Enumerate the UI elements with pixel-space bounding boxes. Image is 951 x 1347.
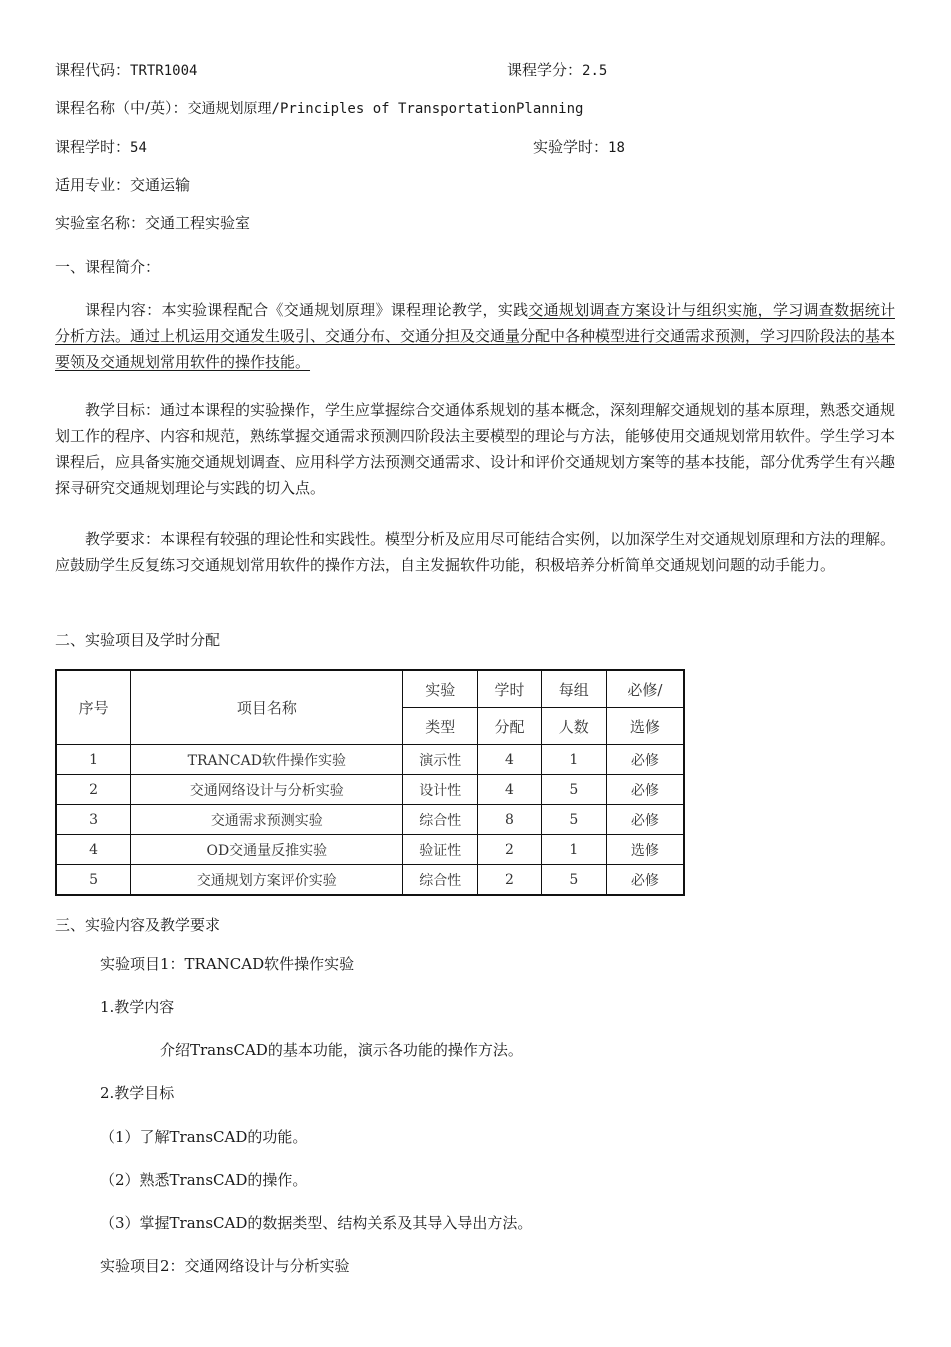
header-req-bottom: 选修 <box>606 708 684 745</box>
cell-req: 必修 <box>606 775 684 805</box>
course-hours-line <box>55 137 147 158</box>
teaching-goal-heading: 2.教学目标 <box>100 1084 175 1102</box>
cell-no: 4 <box>56 835 131 865</box>
lab-hours-line <box>533 137 625 158</box>
header-name: 项目名称 <box>131 670 403 745</box>
section2-title: 二、实验项目及学时分配 <box>55 631 221 649</box>
course-name-line <box>55 98 583 119</box>
goal-item: （3）掌握TransCAD的数据类型、结构关系及其导入导出方法。 <box>100 1214 533 1232</box>
section1-title: 一、课程简介： <box>55 258 161 276</box>
lab-name-line <box>55 213 250 233</box>
table-header-row <box>56 670 684 708</box>
teaching-goal-paragraph: 教学目标：通过本课程的实验操作，学生应掌握综合交通体系规划的基本概念，深刻理解交通规划的基本原理，熟悉交通规划工作的程序、内容和规范，熟练掌握交通需求预测四阶段法主要模型的理论与方法，能够使用交通规划常用软件。学生学习本课程后，应具备实施交通规划调查、应用科学方法预测交通需求、设计和评价交通规划方案等的基本技能，部分优秀学生有兴趣探寻研究交通规划理论与实践的切入点。 <box>55 401 896 497</box>
header-no: 序号 <box>56 670 131 745</box>
header-req-top: 必修/ <box>606 670 684 708</box>
experiment2-title: 实验项目2：交通网络设计与分析实验 <box>100 1257 350 1275</box>
header-group-top: 每组 <box>541 670 606 708</box>
cell-name: 交通网络设计与分析实验 <box>131 775 403 805</box>
cell-type: 验证性 <box>403 835 478 865</box>
header-type-bottom: 类型 <box>403 708 478 745</box>
cell-req: 选修 <box>606 835 684 865</box>
cell-hours: 4 <box>478 775 542 805</box>
cell-group: 5 <box>541 805 606 835</box>
cell-type: 设计性 <box>403 775 478 805</box>
teaching-content-heading: 1.教学内容 <box>100 998 175 1016</box>
table-row <box>56 775 684 805</box>
header-type-top: 实验 <box>403 670 478 708</box>
cell-req: 必修 <box>606 745 684 775</box>
goal-item: （2）熟悉TransCAD的操作。 <box>100 1171 308 1189</box>
course-content-underlined: 交通规划调查方案设计与组织实施，学习调查数据统计分析方法。通过上机运用交通发生吸引、交通分布、交通分担及交通量分配中各种模型进行交通需求预测，学习四阶段法的基本要领及交通规划常用软件的操作技能。 <box>55 301 896 371</box>
experiment1-title: 实验项目1：TRANCAD软件操作实验 <box>100 955 355 973</box>
cell-group: 1 <box>541 745 606 775</box>
cell-name: OD交通量反推实验 <box>131 835 403 865</box>
header-hours-top: 学时 <box>478 670 542 708</box>
teaching-requirement-paragraph: 教学要求：本课程有较强的理论性和实践性。模型分析及应用尽可能结合实例，以加深学生对交通规划原理和方法的理解。应鼓励学生反复练习交通规划常用软件的操作方法，自主发掘软件功能，积极培养分析简单交通规划问题的动手能力。 <box>55 530 896 574</box>
lab-name-value: 交通工程实验室 <box>145 214 251 232</box>
table-row <box>56 835 684 865</box>
table-row <box>56 805 684 835</box>
cell-group: 5 <box>541 865 606 896</box>
cell-no: 1 <box>56 745 131 775</box>
course-content-plain: 课程内容：本实验课程配合《交通规划原理》课程理论教学，实践 <box>85 301 529 319</box>
cell-type: 演示性 <box>403 745 478 775</box>
cell-name: 交通规划方案评价实验 <box>131 865 403 896</box>
table-row <box>56 745 684 775</box>
cell-name: TRANCAD软件操作实验 <box>131 745 403 775</box>
section3-title: 三、实验内容及教学要求 <box>55 916 221 934</box>
cell-hours: 4 <box>478 745 542 775</box>
header-hours-bottom: 分配 <box>478 708 542 745</box>
course-code-line <box>55 60 197 81</box>
course-content-paragraph <box>55 297 895 375</box>
cell-name: 交通需求预测实验 <box>131 805 403 835</box>
course-hours-label: 课程学时： <box>55 138 131 156</box>
course-name-label: 课程名称（中/英）： <box>55 99 188 117</box>
lab-hours-value: 18 <box>608 140 625 156</box>
major-label: 适用专业： <box>55 176 131 194</box>
teaching-content-text: 介绍TransCAD的基本功能，演示各功能的操作方法。 <box>160 1041 523 1059</box>
cell-hours: 8 <box>478 805 542 835</box>
course-code-label: 课程代码： <box>55 61 131 79</box>
cell-hours: 2 <box>478 865 542 896</box>
header-group-bottom: 人数 <box>541 708 606 745</box>
experiment-allocation-table <box>55 669 685 896</box>
course-name-value: 交通规划原理/Principles of TransportationPlanning <box>187 101 584 117</box>
lab-name-label: 实验室名称： <box>55 214 146 232</box>
major-value: 交通运输 <box>130 176 191 194</box>
course-code-value: TRTR1004 <box>130 63 198 79</box>
cell-hours: 2 <box>478 835 542 865</box>
course-credit-value: 2.5 <box>582 63 608 79</box>
course-credit-label: 课程学分： <box>507 61 583 79</box>
course-credit-line <box>507 60 607 81</box>
cell-type: 综合性 <box>403 865 478 896</box>
cell-req: 必修 <box>606 805 684 835</box>
course-hours-value: 54 <box>130 140 147 156</box>
cell-no: 5 <box>56 865 131 896</box>
cell-req: 必修 <box>606 865 684 896</box>
goal-item: （1）了解TransCAD的功能。 <box>100 1128 308 1146</box>
table-row <box>56 865 684 896</box>
cell-group: 5 <box>541 775 606 805</box>
major-line <box>55 175 190 195</box>
lab-hours-label: 实验学时： <box>533 138 609 156</box>
cell-no: 2 <box>56 775 131 805</box>
cell-no: 3 <box>56 805 131 835</box>
cell-type: 综合性 <box>403 805 478 835</box>
cell-group: 1 <box>541 835 606 865</box>
